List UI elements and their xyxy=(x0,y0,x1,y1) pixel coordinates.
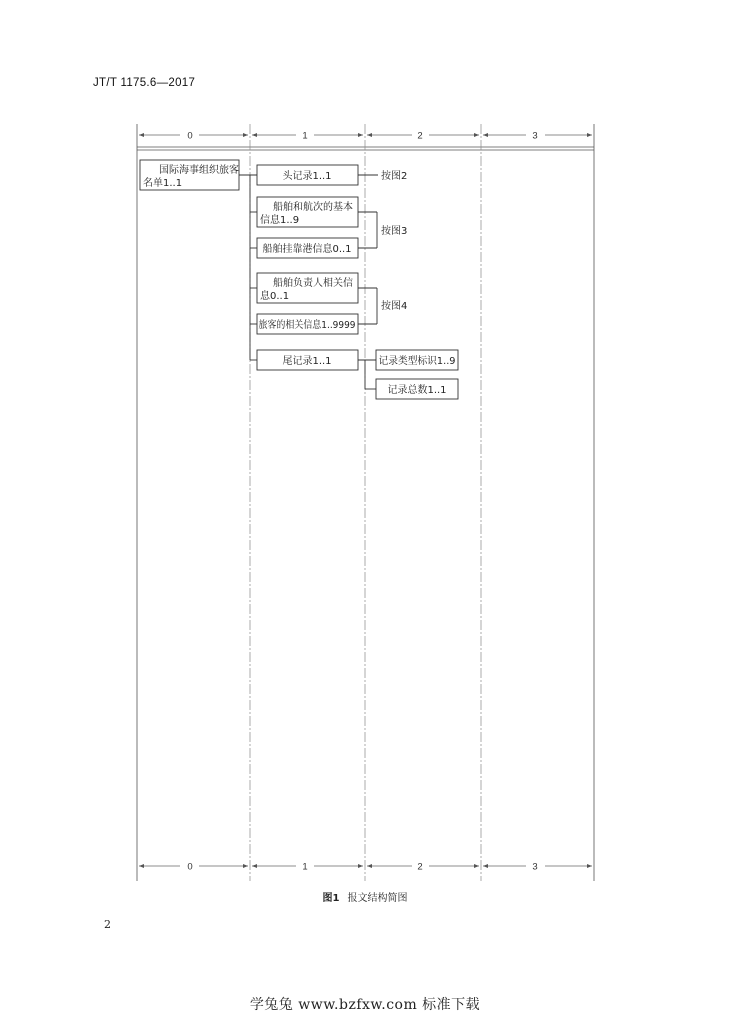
column-label-1-top: 1 xyxy=(302,130,308,142)
trailer-record-label: 尾记录1..1 xyxy=(282,356,332,367)
ref-fig2: 按图2 xyxy=(381,171,408,182)
column-label-3-top: 3 xyxy=(532,130,538,142)
column-label-0-top: 0 xyxy=(187,130,193,142)
record-total-label: 记录总数1..1 xyxy=(387,385,447,396)
passenger-label: 旅客的相关信息1..9999 xyxy=(258,320,367,331)
page-number: 2 xyxy=(104,918,111,931)
officer-label-line2: 息0..1 xyxy=(260,291,290,302)
root-label-line1: 国际海事组织旅客 xyxy=(159,165,239,176)
ship-info-label-line2: 信息1..9 xyxy=(260,215,300,226)
standard-code: JT/T 1175.6—2017 xyxy=(93,77,196,89)
column-label-3-bottom: 3 xyxy=(532,861,538,873)
officer-label-line1: 船舶负责人相关信 xyxy=(273,278,353,289)
header-record-label: 头记录1..1 xyxy=(282,171,332,182)
ship-info-label-line1: 船舶和航次的基本 xyxy=(273,202,353,213)
root-label-line2: 名单1..1 xyxy=(143,178,183,189)
column-label-2-top: 2 xyxy=(417,130,423,142)
ref-fig3: 按图3 xyxy=(381,226,408,237)
figure-title: 报文结构简图 xyxy=(347,893,408,904)
figure-number: 图1 xyxy=(322,893,340,904)
figure-caption xyxy=(0,889,730,904)
record-type-label: 记录类型标识1..9 xyxy=(378,356,458,367)
diagram-frame xyxy=(137,124,594,881)
column-label-0-bottom: 0 xyxy=(187,861,193,873)
port-call-label: 船舶挂靠港信息0..1 xyxy=(262,244,352,255)
column-label-2-bottom: 2 xyxy=(417,861,423,873)
ref-fig4: 按图4 xyxy=(381,301,408,312)
column-label-1-bottom: 1 xyxy=(302,861,308,873)
watermark: 学兔兔 www.bzfxw.com 标准下载 xyxy=(249,997,481,1013)
